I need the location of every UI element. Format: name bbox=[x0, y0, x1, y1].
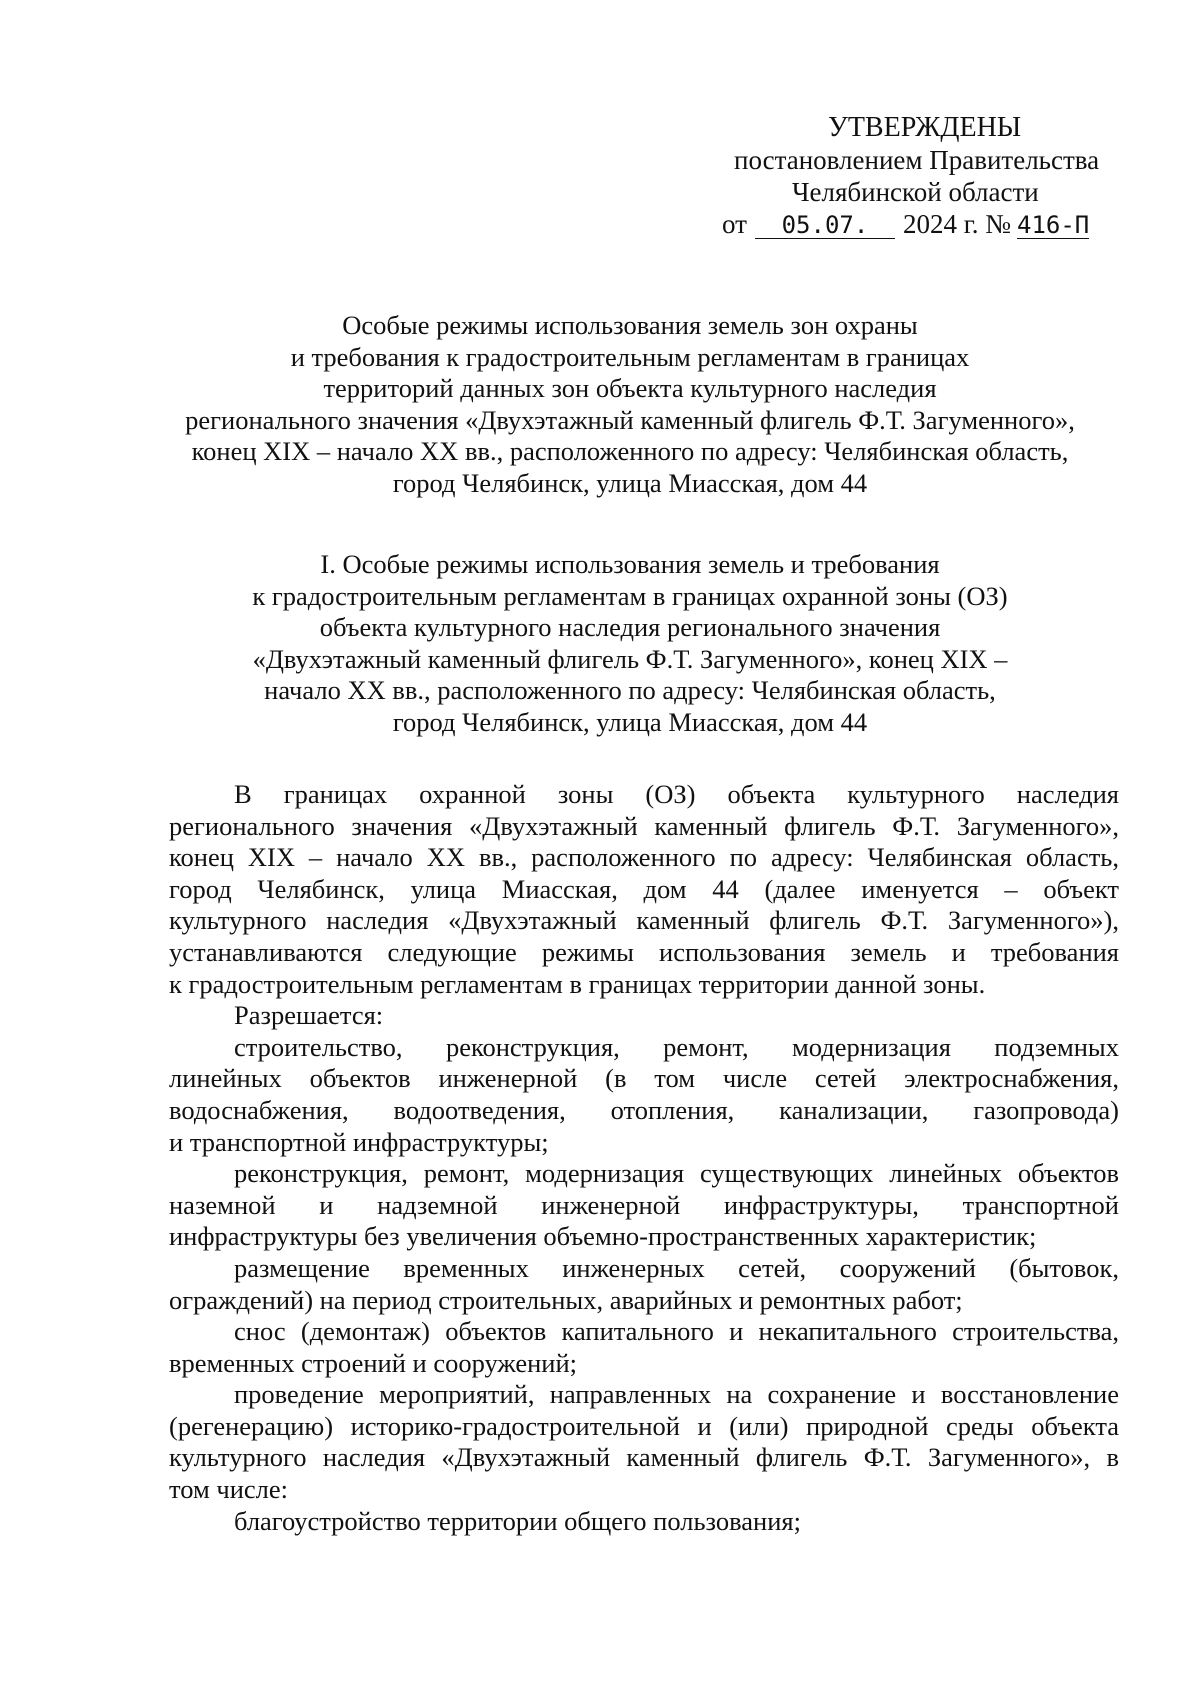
approval-region: Челябинской области bbox=[792, 177, 1039, 207]
section-line: к градостроительным регламентам в границах охранной зоны (ОЗ) bbox=[252, 580, 1008, 611]
list-item bbox=[169, 1158, 1119, 1253]
body-line: к градостроительным регламентам в границах территории данной зоны. bbox=[169, 968, 986, 999]
body-line: В границах охранной зоны (ОЗ) объекта культурного наследия bbox=[234, 779, 1119, 809]
body-line: регионального значения «Двухэтажный каменный флигель Ф.Т. Загуменного», bbox=[169, 810, 1119, 841]
approval-number-value: 416-П bbox=[1017, 211, 1090, 239]
body-line: город Челябинск, улица Миасская, дом 44 (далее именуется – объект bbox=[169, 873, 1119, 904]
approval-date-value: 05.07. bbox=[755, 212, 895, 239]
body-line: культурного наследия «Двухэтажный каменный флигель Ф.Т. Загуменного», в bbox=[169, 1442, 1119, 1473]
title-line: конец XIX – начало XX вв., расположенного по адресу: Челябинская область, bbox=[191, 436, 1069, 466]
section-line: «Двухэтажный каменный флигель Ф.Т. Загуменного», конец XIX – bbox=[252, 643, 1008, 674]
approval-heading: УТВЕРЖДЕНЫ bbox=[828, 112, 1022, 143]
body-line: конец XIX – начало XX вв., расположенного по адресу: Челябинская область, bbox=[169, 842, 1119, 873]
section-line: начало XX вв., расположенного по адресу: Челябинская область, bbox=[264, 675, 996, 705]
body-line: реконструкция, ремонт, модернизация существующих линейных объектов bbox=[234, 1158, 1119, 1189]
body-line: том числе: bbox=[169, 1474, 288, 1505]
body-line: наземной и надземной инженерной инфраструктуры, транспортной bbox=[169, 1189, 1119, 1220]
approval-year-label: 2024 г. № bbox=[902, 209, 1011, 239]
intro-paragraph bbox=[169, 779, 1119, 1000]
list-item bbox=[169, 1506, 1119, 1538]
body-line: строительство, реконструкция, ремонт, модернизация подземных bbox=[234, 1031, 1119, 1062]
title-line: Особые режимы использования земель зон охраны bbox=[342, 310, 918, 340]
body-line: проведение мероприятий, направленных на сохранение и восстановление bbox=[234, 1379, 1119, 1410]
approval-date-number bbox=[700, 208, 1120, 240]
section-line: город Челябинск, улица Миасская, дом 44 bbox=[392, 706, 868, 737]
title-line: территорий данных зон объекта культурного наследия bbox=[323, 373, 937, 403]
approval-block bbox=[700, 112, 1120, 240]
body-line: инфраструктуры без увеличения объемно-пространственных характеристик; bbox=[169, 1221, 1037, 1252]
body-line: ограждений) на период строительных, аварийных и ремонтных работ; bbox=[169, 1284, 963, 1315]
body-line: устанавливаются следующие режимы использования земель и требования bbox=[169, 936, 1119, 967]
list-item bbox=[169, 1379, 1119, 1505]
document-body bbox=[169, 779, 1119, 1537]
body-line: временных строений и сооружений; bbox=[169, 1347, 578, 1378]
body-line: культурного наследия «Двухэтажный каменный флигель Ф.Т. Загуменного»), bbox=[169, 905, 1119, 936]
body-line: размещение временных инженерных сетей, сооружений (бытовок, bbox=[234, 1252, 1119, 1283]
body-line: благоустройство территории общего пользования; bbox=[234, 1505, 801, 1536]
title-line: и требования к градостроительным регламентам в границах bbox=[290, 341, 970, 372]
document-title bbox=[130, 310, 1130, 499]
body-line: снос (демонтаж) объектов капитального и некапитального строительства, bbox=[234, 1316, 1119, 1347]
body-line: (регенерацию) историко-градостроительной и (или) природной среды объекта bbox=[169, 1410, 1119, 1441]
section-line: I. Особые режимы использования земель и требования bbox=[320, 549, 940, 579]
section-line: объекта культурного наследия регионального значения bbox=[319, 612, 941, 642]
title-line: регионального значения «Двухэтажный каменный флигель Ф.Т. Загуменного», bbox=[185, 404, 1075, 435]
allowed-label-paragraph bbox=[169, 1000, 1119, 1032]
list-item bbox=[169, 1316, 1119, 1379]
body-line: линейных объектов инженерной (в том числе сетей электроснабжения, bbox=[169, 1063, 1119, 1094]
body-line: и транспортной инфраструктуры; bbox=[169, 1126, 549, 1157]
section-heading bbox=[130, 549, 1130, 738]
allowed-label: Разрешается: bbox=[234, 1000, 384, 1031]
body-line: водоснабжения, водоотведения, отопления, канализации, газопровода) bbox=[169, 1094, 1119, 1125]
approval-authority: постановлением Правительства bbox=[734, 145, 1100, 175]
approval-from-label: от bbox=[722, 209, 747, 239]
list-item bbox=[169, 1032, 1119, 1158]
title-line: город Челябинск, улица Миасская, дом 44 bbox=[392, 467, 868, 498]
list-item bbox=[169, 1253, 1119, 1316]
